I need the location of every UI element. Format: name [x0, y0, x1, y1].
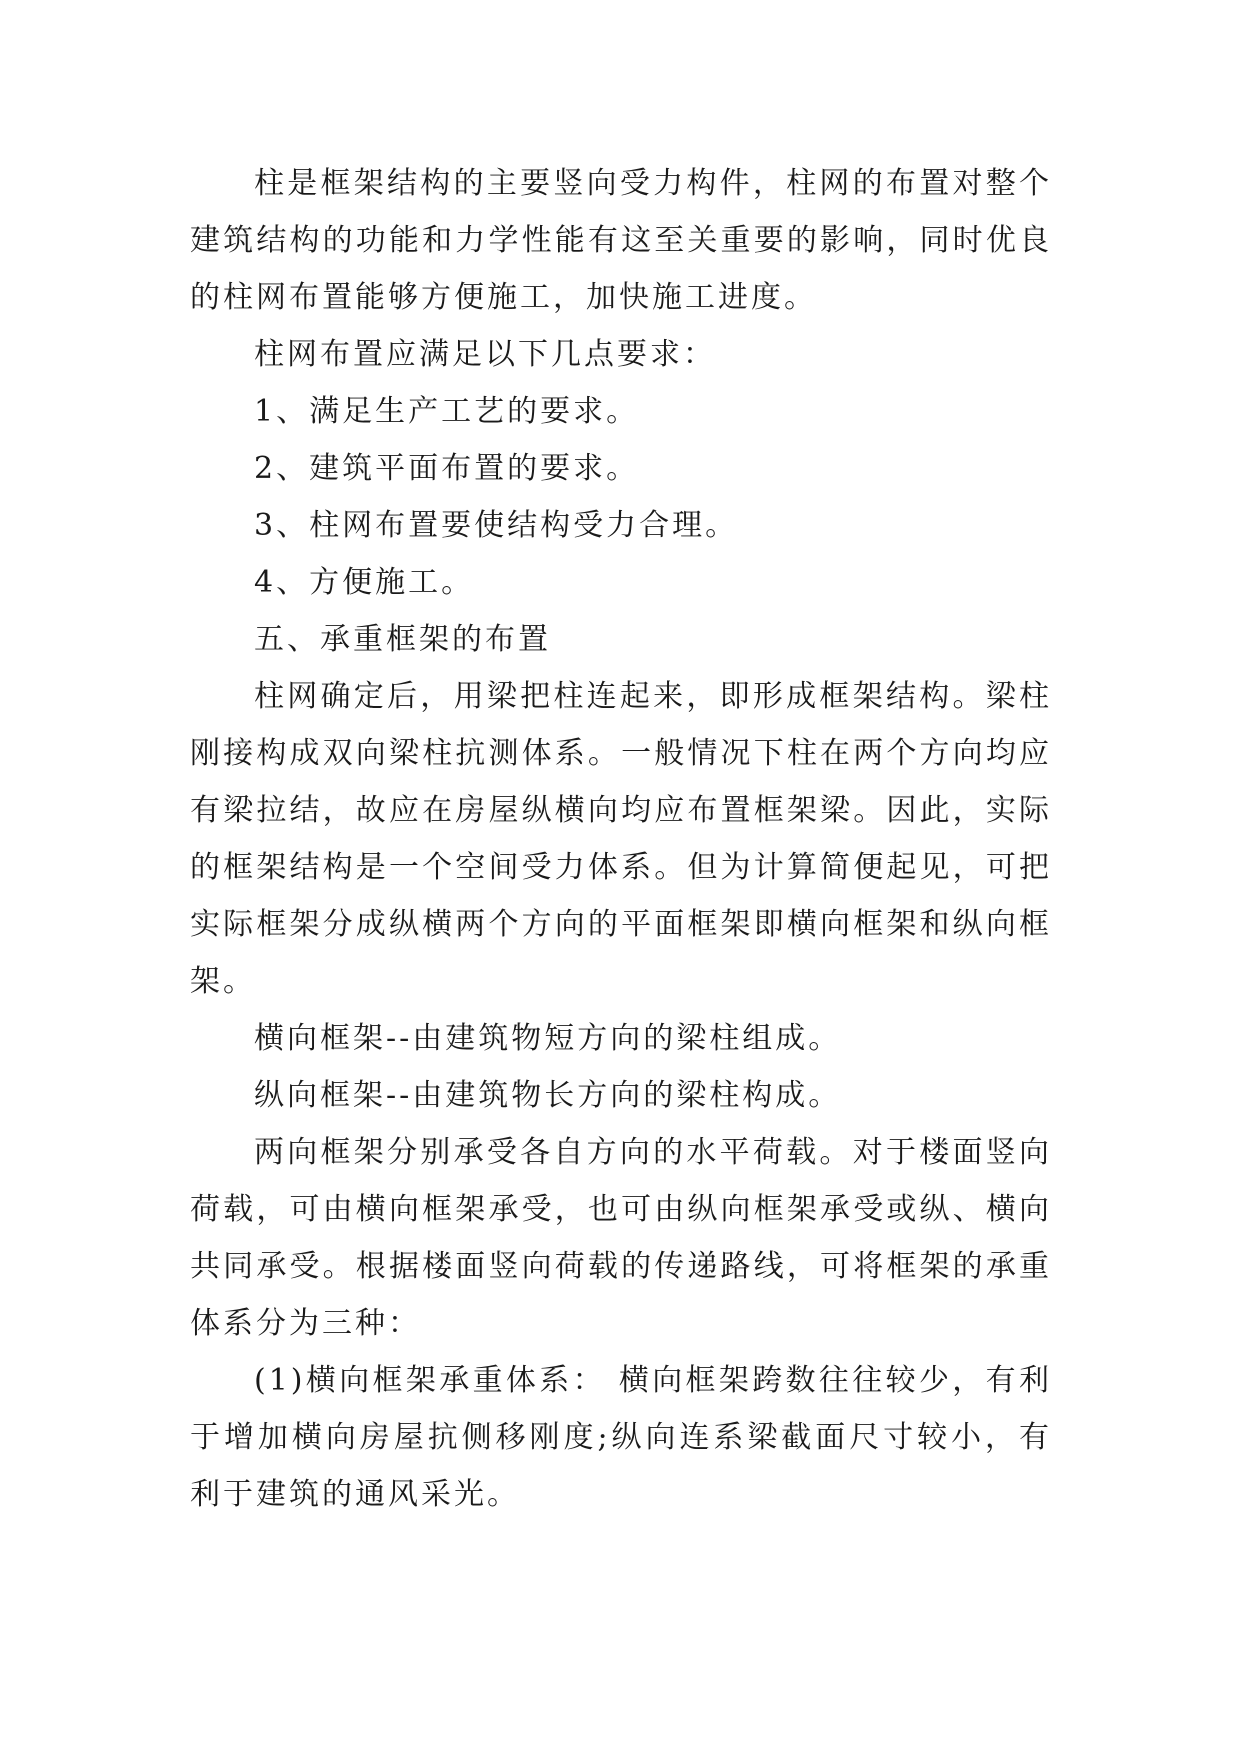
- paragraph-load-systems: 两向框架分别承受各自方向的水平荷载。对于楼面竖向荷载，可由横向框架承受，也可由纵向框架承受或纵、横向共同承受。根据楼面竖向荷载的传递路线，可将框架的承重体系分为三种：: [190, 1135, 1052, 1341]
- list-item-3: 3、柱网布置要使结构受力合理。: [254, 508, 739, 543]
- paragraph-requirements-heading: 柱网布置应满足以下几点要求：: [254, 337, 716, 372]
- paragraph-transverse-frame: 横向框架--由建筑物短方向的梁柱组成。: [254, 1021, 842, 1056]
- paragraph-transverse-system: (1)横向框架承重体系： 横向框架跨数往往较少，有利于增加横向房屋抗侧移刚度;纵向连系梁截面尺寸较小，有利于建筑的通风采光。: [190, 1363, 1052, 1512]
- section-heading-load-frame: 五、承重框架的布置: [254, 622, 551, 657]
- document-body: [190, 155, 1052, 1523]
- list-item-1: 1、满足生产工艺的要求。: [254, 394, 640, 429]
- paragraph-frame-structure: 柱网确定后，用梁把柱连起来，即形成框架结构。梁柱刚接构成双向梁柱抗测体系。一般情况下柱在两个方向均应有梁拉结，故应在房屋纵横向均应布置框架梁。因此，实际的框架结构是一个空间受力体系。但为计算简便起见，可把实际框架分成纵横两个方向的平面框架即横向框架和纵向框架。: [190, 679, 1052, 999]
- list-item-2: 2、建筑平面布置的要求。: [254, 451, 640, 486]
- paragraph-longitudinal-frame: 纵向框架--由建筑物长方向的梁柱构成。: [254, 1078, 842, 1113]
- paragraph-column-grid-intro: 柱是框架结构的主要竖向受力构件，柱网的布置对整个建筑结构的功能和力学性能有这至关重要的影响，同时优良的柱网布置能够方便施工，加快施工进度。: [190, 166, 1052, 315]
- list-item-4: 4、方便施工。: [254, 565, 475, 600]
